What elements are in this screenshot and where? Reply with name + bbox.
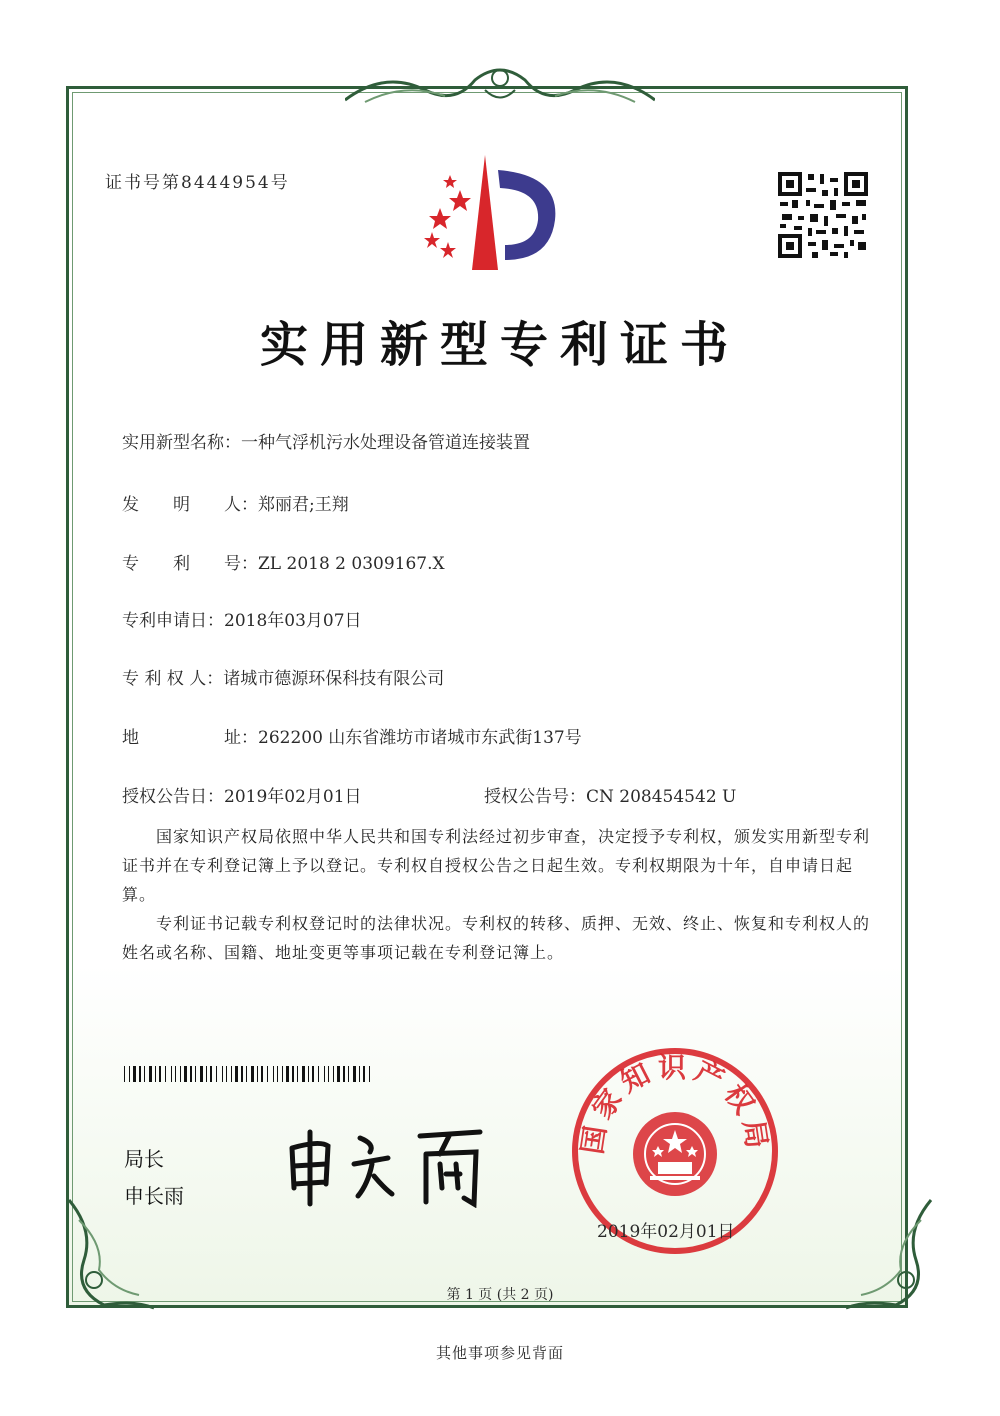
statement-paragraph-1: 国家知识产权局依照中华人民共和国专利法经过初步审查，决定授予专利权，颁发实用新型专利证书并在专利登记簿上予以登记。专利权自授权公告之日起生效。专利权期限为十年，自申请日起算。 — [122, 827, 871, 904]
field-value: 一种气浮机污水处理设备管道连接装置 — [241, 433, 530, 453]
field-patent-number — [122, 549, 445, 574]
field-label: 授权公告号： — [484, 787, 586, 807]
field-value: 郑丽君;王翔 — [258, 495, 349, 515]
director-title: 局长 — [124, 1147, 164, 1171]
certificate-number: 证书号第8444954号 — [105, 173, 290, 193]
field-value: 262200 山东省潍坊市诸城市东武街137号 — [258, 728, 582, 748]
field-utility-model-name — [122, 428, 530, 453]
certificate-title: 实用新型专利证书 — [259, 317, 740, 373]
field-label: 实用新型名称： — [122, 433, 241, 453]
field-label: 授权公告日： — [122, 787, 224, 807]
field-application-date — [122, 606, 362, 631]
field-label: 专 利 号： — [122, 554, 258, 574]
field-value: 诸城市德源环保科技有限公司 — [223, 669, 445, 689]
field-patentee — [122, 664, 444, 689]
qr-code — [776, 170, 870, 260]
field-label: 专利申请日： — [122, 611, 224, 631]
top-ornament — [345, 60, 655, 110]
field-label: 发 明 人： — [122, 495, 258, 515]
field-value: 2018年03月07日 — [224, 611, 362, 631]
page-number: 第 1 页 (共 2 页) — [446, 1287, 554, 1303]
director-signature — [280, 1118, 500, 1208]
patent-office-logo — [410, 150, 570, 275]
field-label: 地 址： — [122, 728, 258, 748]
field-grant-date — [122, 782, 362, 807]
field-inventor — [122, 490, 349, 515]
footer-note: 其他事项参见背面 — [435, 1344, 564, 1362]
field-value: CN 208454542 U — [586, 787, 737, 807]
field-address — [122, 723, 582, 748]
field-value: ZL 2018 2 0309167.X — [258, 554, 445, 574]
field-value: 2019年02月01日 — [224, 787, 362, 807]
seal-text: 国家知识产权局 — [575, 1051, 775, 1157]
field-grant-number — [484, 782, 736, 807]
field-label: 专 利 权 人： — [122, 669, 224, 689]
seal-date: 2019年02月01日 — [597, 1222, 735, 1242]
statement-paragraph-2: 专利证书记载专利权登记时的法律状况。专利权的转移、质押、无效、终止、恢复和专利权人的姓名或名称、国籍、地址变更等事项记载在专利登记簿上。 — [122, 914, 871, 962]
barcode — [124, 1066, 370, 1082]
director-name: 申长雨 — [124, 1184, 184, 1208]
